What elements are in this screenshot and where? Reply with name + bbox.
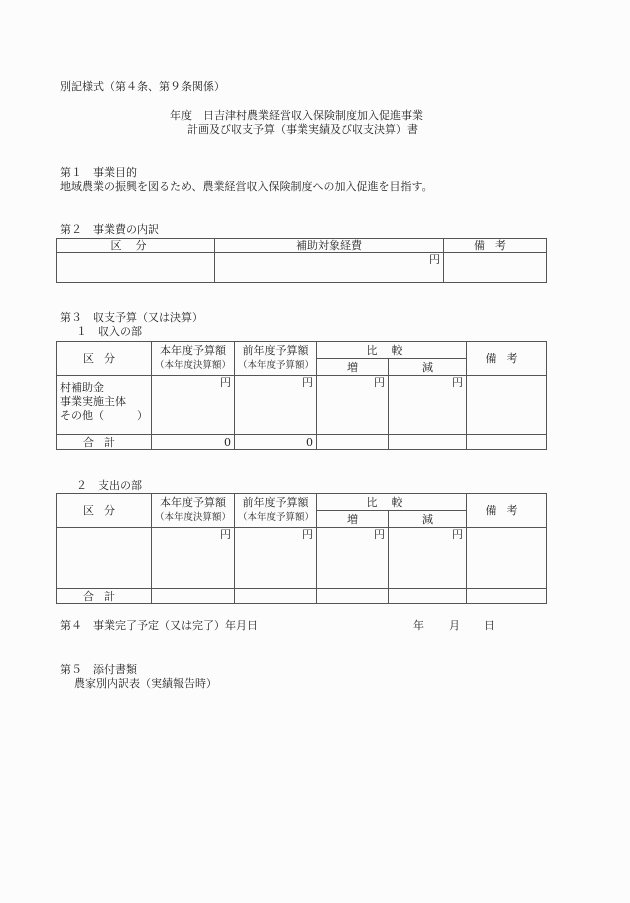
document-title-line1: 年度 日吉津村農業経営収入保険制度加入促進事業 [170, 109, 423, 122]
col-header-increase: 増 [317, 511, 389, 528]
section1-heading: 第１ 事業目的 [60, 166, 137, 179]
total-increase [317, 589, 389, 604]
col-header-decrease: 減 [389, 511, 467, 528]
col-header-current-budget: 本年度予算額 （本年度決算額） [152, 342, 235, 376]
completion-year: 年 [413, 619, 424, 632]
section2-heading: 第２ 事業費の内訳 [60, 223, 159, 236]
total-remarks [467, 589, 547, 604]
total-decrease [389, 589, 467, 604]
col-header-remarks: 備考 [467, 494, 547, 528]
col-header-category: 区分 [57, 342, 152, 376]
expenditure-table [56, 493, 547, 604]
col-header-prev-budget: 前年度予算額 （本年度予算額） [235, 494, 317, 528]
income-item: 村補助金 [60, 381, 104, 394]
col-header-decrease: 減 [389, 359, 467, 376]
income-table [56, 341, 547, 450]
prev-budget-cell[interactable]: 円 [235, 376, 317, 435]
expense-breakdown-table [56, 238, 547, 283]
income-item: その他（ ） [60, 409, 148, 422]
increase-cell[interactable]: 円 [317, 376, 389, 435]
remarks-cell[interactable] [467, 528, 547, 589]
form-label: 別記様式（第４条、第９条関係） [60, 80, 225, 93]
col-header-category: 区分 [57, 494, 152, 528]
expense-heading: ２ 支出の部 [76, 479, 142, 492]
total-increase [317, 435, 389, 450]
attachment-item: 農家別内訳表（実績報告時） [74, 677, 217, 690]
total-prev: 0 [235, 435, 317, 450]
col-header-prev-budget: 前年度予算額 （本年度予算額） [235, 342, 317, 376]
col-header-current-budget: 本年度予算額 （本年度決算額） [152, 494, 235, 528]
expense-cell[interactable]: 円 [215, 253, 444, 283]
completion-month: 月 [449, 619, 460, 632]
income-categories [57, 376, 152, 435]
remarks-cell[interactable] [444, 253, 547, 283]
prev-budget-cell[interactable]: 円 [235, 528, 317, 589]
section5-heading: 第５ 添付書類 [60, 663, 137, 676]
col-header-category: 区分 [57, 239, 215, 253]
expense-category-cell[interactable] [57, 528, 152, 589]
remarks-cell[interactable] [467, 376, 547, 435]
completion-day: 日 [484, 619, 495, 632]
total-label: 合計 [57, 589, 152, 604]
total-prev [235, 589, 317, 604]
current-budget-cell[interactable]: 円 [152, 528, 235, 589]
col-header-remarks: 備考 [467, 342, 547, 376]
total-decrease [389, 435, 467, 450]
income-item: 事業実施主体 [60, 395, 126, 408]
current-budget-cell[interactable]: 円 [152, 376, 235, 435]
section3-heading: 第３ 収支予算（又は決算） [60, 311, 203, 324]
total-remarks [467, 435, 547, 450]
total-label: 合計 [57, 435, 152, 450]
category-cell[interactable] [57, 253, 215, 283]
total-current [152, 589, 235, 604]
col-header-increase: 増 [317, 359, 389, 376]
section4-heading: 第４ 事業完了予定（又は完了）年月日 [60, 619, 258, 632]
col-header-comparison: 比較 [317, 494, 467, 511]
decrease-cell[interactable]: 円 [389, 376, 467, 435]
col-header-comparison: 比較 [317, 342, 467, 359]
decrease-cell[interactable]: 円 [389, 528, 467, 589]
section1-body: 地域農業の振興を図るため、農業経営収入保険制度への加入促進を目指す。 [60, 180, 433, 193]
document-title-line2: 計画及び収支予算（事業実績及び収支決算）書 [187, 123, 418, 136]
income-heading: １ 収入の部 [76, 325, 142, 338]
col-header-expense: 補助対象経費 [215, 239, 444, 253]
total-current: 0 [152, 435, 235, 450]
increase-cell[interactable]: 円 [317, 528, 389, 589]
col-header-remarks: 備考 [444, 239, 547, 253]
